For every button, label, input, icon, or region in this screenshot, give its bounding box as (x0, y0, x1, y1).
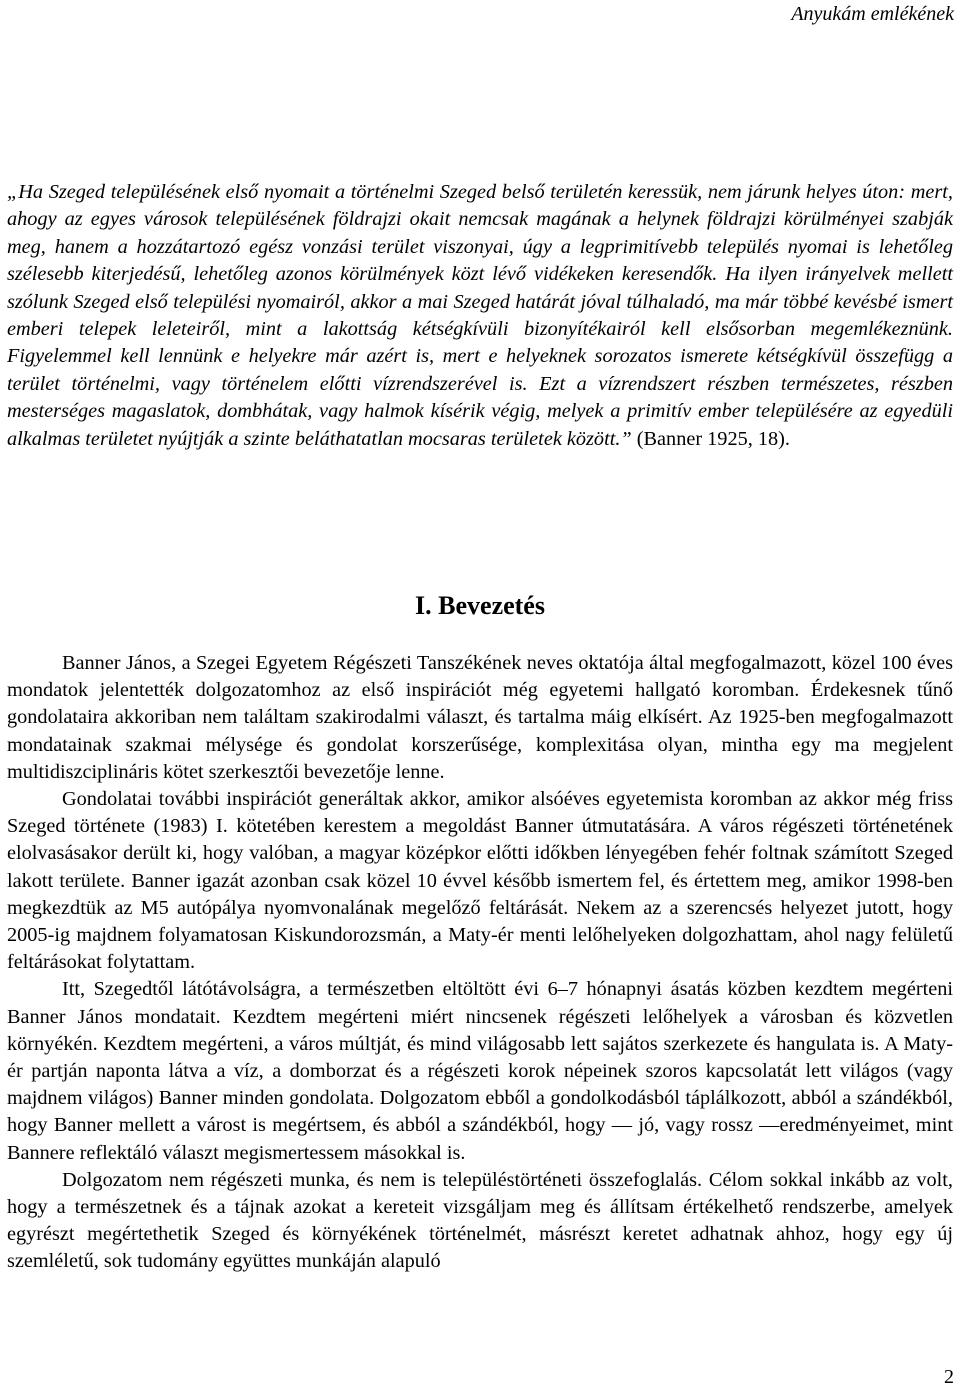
epigraph-quote (7, 179, 953, 453)
section-title: I. Bevezetés (415, 591, 545, 620)
paragraph: Banner János, a Szegei Egyetem Régészeti Tanszékének neves oktatója által megfogalmazott, közel 100 éves mondatok jelentették dolgozatomhoz az első inspirációt még egyetemi hallgató koromban. Érdekesnek tűnő gondolataira akkoriban nem találtam szakirodalmi választ, és tartalma máig elkísért. Az 1925-ben megfogalmazott mondatainak szakmai mélysége és gondolat korszerűsége, komplexitása olyan, mintha egy ma megjelent multidiszciplináris kötet szerkesztői bevezetője lenne. (7, 652, 953, 783)
paragraph: Dolgozatom nem régészeti munka, és nem is településtörténeti összefoglalás. Célom sokkal inkább az volt, hogy a természetnek és a tájnak azokat a kereteit vizsgáljam meg és állítsam értékelhető rendszerbe, amelyek egyrészt megértethetik Szeged és környékének történelmét, másrészt keretet adhatnak ahhoz, hogy egy új szemléletű, sok tudomány együttes munkáján alapuló (7, 1168, 953, 1273)
paragraph: Itt, Szegedtől látótávolságra, a természetben eltöltött évi 6–7 hónapnyi ásatás közben kezdtem megérteni Banner János mondatait. Kezdtem megérteni miért nincsenek régészeti lelőhelyek a városban és közvetlen környékén. Kezdtem megérteni, a város múltját, és mind világosabb lett sajátos szerkezete és hangulata is. A Maty-ér partján naponta látva a víz, a domborzat és a régészeti korok népeinek szoros kapcsolatát lett világos (vagy majdnem világos) Banner minden gondolata. Dolgozatom ebből a gondolkodásból táplálkozott, abból a szándékból, hogy Banner mellett a várost is megértsem, és abból a szándékból, hogy — jó, vagy rossz —eredményeimet, mint Bannere reflektáló választ megismertessem másokkal is. (7, 978, 953, 1164)
page-number: 2 (944, 1366, 954, 1388)
body-text (7, 650, 953, 1276)
epigraph-citation: (Banner 1925, 18). (631, 427, 790, 450)
epigraph-quote-text: „Ha Szeged településének első nyomait a történelmi Szeged belső területén keressük, nem járunk helyes úton: mert, ahogy az egyes városok településének földrajzi okait nemcsak magának a helynek földrajzi körülményei szabják meg, hanem a hozzátartozó egész vonzási terület viszonyai, úgy a legprimitívebb település nyomai is lehetőleg szélesebb kiterjedésű, lehetőleg azonos körülmények közt lévő vidékeken keresendők. Ha ilyen irányelvek mellett szólunk Szeged első települési nyomairól, akkor a mai Szeged határát jóval túlhaladó, ma már többé kevésbé ismert emberi telepek leleteiről, mint a lakottság kétségkívüli bizonyítékairól kell elsősorban megemlékeznünk. Figyelemmel kell lennünk e helyekre már azért is, mert e helyeknek sorozatos ismerete kétségkívül összefügg a terület történelmi, vagy történelem előtti vízrendszerével is. Ezt a vízrendszert részben természetes, részben mesterséges magaslatok, dombhátak, vagy halmok kísérik végig, melyek a primitív ember településére az egyedüli alkalmas területet nyújtják a szinte beláthatatlan mocsaras területek között.” (7, 181, 953, 450)
running-header-title: Anyukám emlékének (791, 3, 954, 25)
paragraph: Gondolatai további inspirációt generáltak akkor, amikor alsóéves egyetemista koromban az akkor még friss Szeged története (1983) I. kötetében kerestem a megoldást Banner útmutatására. A város régészeti történetének elolvasásakor derült ki, hogy valóban, a magyar középkor előtti időkben lényegében fehér foltnak számított Szeged lakott területe. Banner igazát azonban csak közel 10 évvel később ismertem fel, és értettem meg, amikor 1998-ben megkezdtük az M5 autópálya nyomvonalának megelőző feltárását. Nekem az a szerencsés helyezet jutott, hogy 2005-ig majdnem folyamatosan Kiskundorozsmán, a Maty-ér menti lelőhelyeken dolgozhattam, ahol nagy felületű feltárásokat folytattam. (7, 788, 953, 974)
